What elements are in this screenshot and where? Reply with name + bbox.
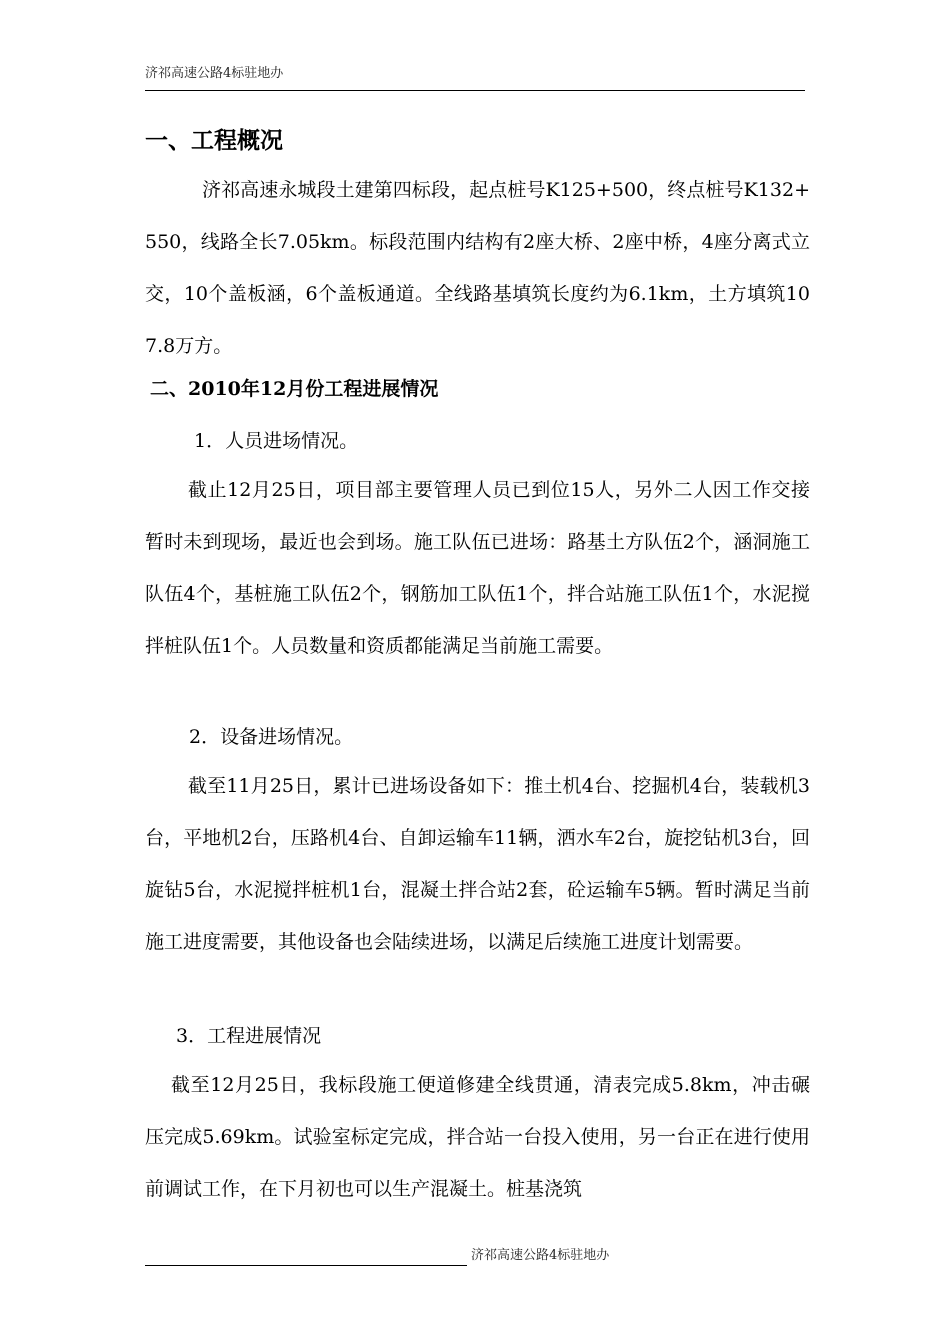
works-paragraph: 截至12月25日，我标段施工便道修建全线贯通，清表完成5.8km，冲击碾压完成5.69km。试验室标定完成，拌合站一台投入使用，另一台正在进行使用前调试工作，在下月初也可以生产混凝土。桩基浇筑	[145, 1074, 810, 1200]
footer-rule	[145, 1265, 467, 1266]
page-footer	[145, 1246, 805, 1270]
header-text: 济祁高速公路4标驻地办	[145, 66, 284, 81]
section-title-progress: 二、2010年12月份工程进展情况	[150, 378, 439, 400]
overview-paragraph: 济祁高速永城段土建第四标段，起点桩号K125+500，终点桩号K132+550，线路全长7.05km。标段范围内结构有2座大桥、2座中桥，4座分离式立交，10个盖板涵，6个盖板通道。全线路基填筑长度约为6.1km，土方填筑107.8万方。	[145, 179, 810, 357]
equipment-heading: 2．设备进场情况。	[189, 726, 354, 748]
personnel-paragraph: 截止12月25日，项目部主要管理人员已到位15人，另外二人因工作交接暂时未到现场，最近也会到场。施工队伍已进场：路基土方队伍2个，涵洞施工队伍4个，基桩施工队伍2个，钢筋加工队伍1个，拌合站施工队伍1个，水泥搅拌桩队伍1个。人员数量和资质都能满足当前施工需要。	[145, 479, 810, 657]
footer-text: 济祁高速公路4标驻地办	[471, 1248, 610, 1263]
section-title-overview: 一、工程概况	[145, 127, 283, 154]
works-heading: 3．工程进展情况	[176, 1025, 322, 1047]
page-header	[145, 66, 805, 91]
equipment-paragraph: 截至11月25日，累计已进场设备如下：推土机4台、挖掘机4台，装载机3台，平地机2台，压路机4台、自卸运输车11辆，洒水车2台，旋挖钻机3台，回旋钻5台，水泥搅拌桩机1台，混凝土拌合站2套，砼运输车5辆。暂时满足当前施工进度需要，其他设备也会陆续进场，以满足后续施工进度计划需要。	[145, 775, 810, 953]
personnel-heading: 1．人员进场情况。	[194, 430, 359, 452]
